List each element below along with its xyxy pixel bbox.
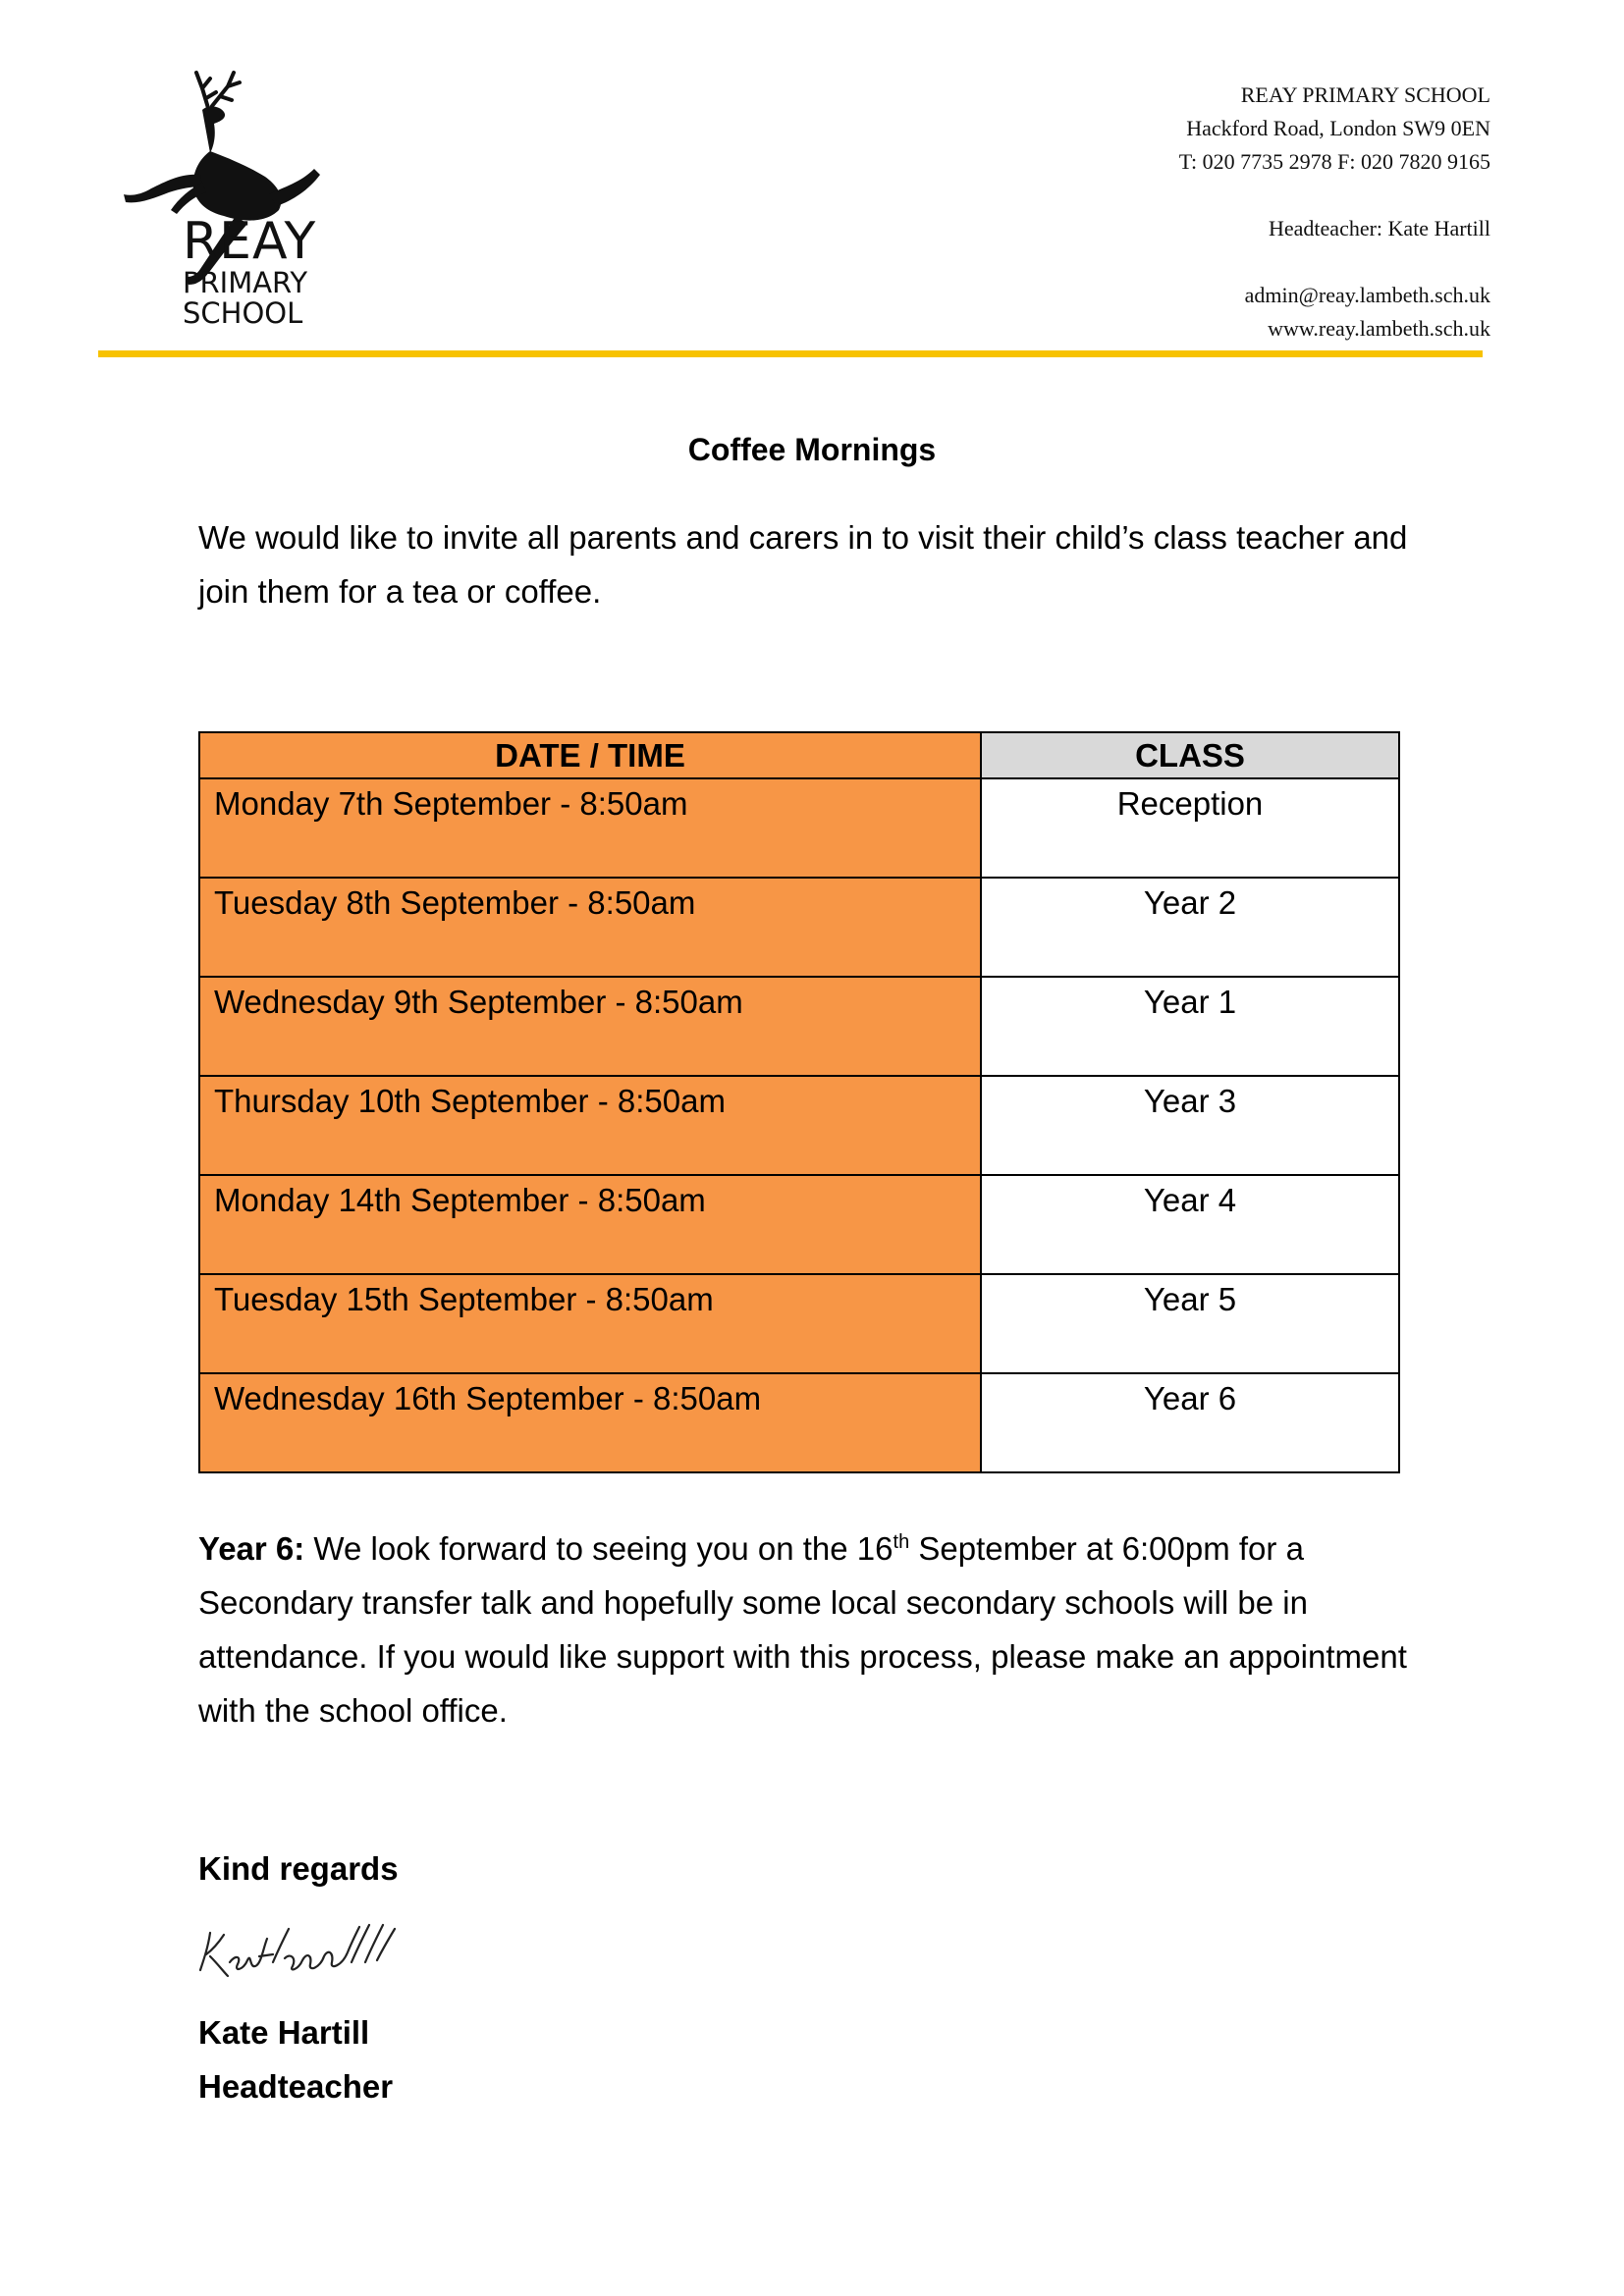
row-class: Year 2 xyxy=(981,878,1399,977)
row-date-time: Wednesday 9th September - 8:50am xyxy=(199,977,981,1076)
row-class: Year 5 xyxy=(981,1274,1399,1373)
headteacher-line: Headteacher: Kate Hartill xyxy=(1269,216,1490,240)
coffee-mornings-table xyxy=(198,731,1400,1473)
school-address: Hackford Road, London SW9 0EN xyxy=(1186,116,1490,140)
letterhead xyxy=(901,79,1490,346)
table-row xyxy=(199,778,1399,878)
logo-line-reay: REAY xyxy=(183,212,317,271)
school-name: REAY PRIMARY SCHOOL xyxy=(1240,82,1490,107)
header-class: CLASS xyxy=(981,732,1399,778)
row-class: Year 6 xyxy=(981,1373,1399,1472)
row-class: Year 1 xyxy=(981,977,1399,1076)
row-class: Year 3 xyxy=(981,1076,1399,1175)
table-row xyxy=(199,1373,1399,1472)
logo-line-primary: PRIMARY xyxy=(183,266,308,299)
school-email: admin@reay.lambeth.sch.uk xyxy=(1244,283,1490,307)
row-class: Reception xyxy=(981,778,1399,878)
school-logo xyxy=(118,67,324,332)
logo-text xyxy=(183,212,317,330)
row-date-time: Wednesday 16th September - 8:50am xyxy=(199,1373,981,1472)
table-row xyxy=(199,1175,1399,1274)
year6-note xyxy=(198,1522,1426,1737)
year6-text-before: We look forward to seeing you on the 16 xyxy=(304,1530,893,1567)
intro-paragraph: We would like to invite all parents and carers in to visit their child’s class teacher and join them for a tea or coffee. xyxy=(198,519,1408,610)
row-date-time: Tuesday 15th September - 8:50am xyxy=(199,1274,981,1373)
table-header-row xyxy=(199,732,1399,778)
signer-role: Headteacher xyxy=(198,2068,394,2105)
table-row xyxy=(199,1076,1399,1175)
logo-line-school: SCHOOL xyxy=(183,296,303,330)
school-phone-fax: T: 020 7735 2978 F: 020 7820 9165 xyxy=(1178,149,1490,174)
table-row xyxy=(199,878,1399,977)
page-title: Coffee Mornings xyxy=(687,432,937,467)
header-divider xyxy=(98,350,1483,357)
year6-superscript: th xyxy=(893,1531,910,1553)
school-website: www.reay.lambeth.sch.uk xyxy=(1268,316,1490,341)
year6-text-after: September at 6:00pm for a Secondary transfer talk and hopefully some local secondary schools will be in attendance. If you would like support with this process, please make an appointment with the school office. xyxy=(198,1530,1407,1729)
year6-label: Year 6: xyxy=(198,1530,305,1567)
table-row xyxy=(199,977,1399,1076)
handwritten-signature xyxy=(194,1919,420,1988)
row-class: Year 4 xyxy=(981,1175,1399,1274)
row-date-time: Tuesday 8th September - 8:50am xyxy=(199,878,981,977)
header-date-time: DATE / TIME xyxy=(199,732,981,778)
row-date-time: Monday 7th September - 8:50am xyxy=(199,778,981,878)
table-row xyxy=(199,1274,1399,1373)
closing: Kind regards xyxy=(198,1850,399,1887)
signer-name: Kate Hartill xyxy=(198,2014,370,2051)
row-date-time: Monday 14th September - 8:50am xyxy=(199,1175,981,1274)
row-date-time: Thursday 10th September - 8:50am xyxy=(199,1076,981,1175)
